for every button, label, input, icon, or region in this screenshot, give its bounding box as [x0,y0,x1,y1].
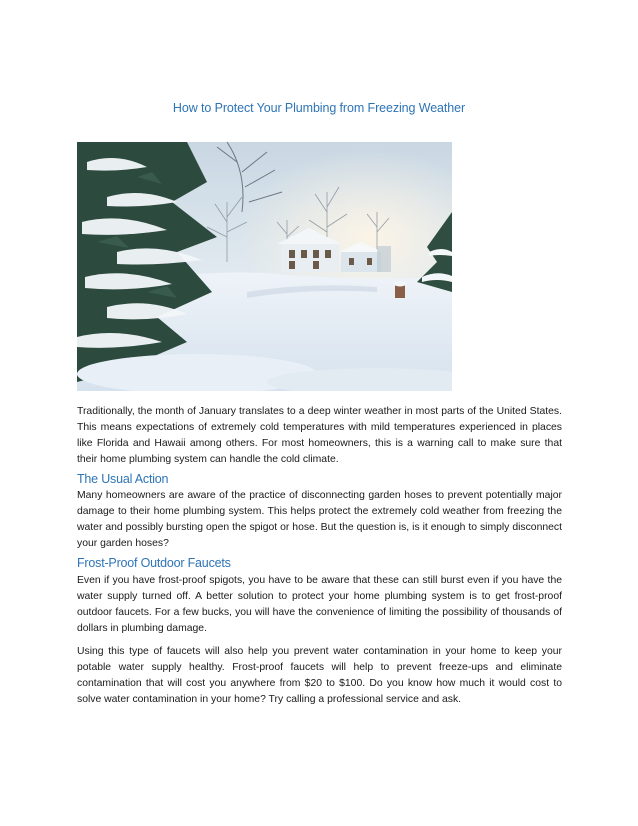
section-heading-frost-proof-faucets: Frost-Proof Outdoor Faucets [77,556,231,570]
intro-paragraph: Traditionally, the month of January translates to a deep winter weather in most parts of the United States. This means expectations of extremely cold temperatures with mild temperatures experienced in places like Florida and Hawaii among others. For most homeowners, this is a warning call to make sure that their home plumbing system can handle the cold climate. [77,406,562,465]
section-paragraph: Using this type of faucets will also help you prevent water contamination in your home to keep your potable water supply healthy. Frost-proof faucets will help to prevent freeze-ups and eliminate contamination that will cost you anywhere from $20 to $100. Do you know how much it would cost to solve water contamination in your home? Try calling a professional service and ask. [77,646,562,705]
page-title: How to Protect Your Plumbing from Freezing Weather [172,101,466,115]
snowy-house-photo [77,142,452,391]
section-heading-usual-action: The Usual Action [77,472,169,486]
section-paragraph: Many homeowners are aware of the practice of disconnecting garden hoses to prevent potentially major damage to their home plumbing system. This helps protect the extremely cold weather from freezing the water and possibly bursting open the spigot or hose. But the question is, is it enough to simply disconnect your garden hoses? [77,490,562,549]
section-paragraph: Even if you have frost-proof spigots, you have to be aware that these can still burst even if you have the water supply turned off. A better solution to protect your home plumbing system is to get frost-proof outdoor faucets. For a few bucks, you will have the convenience of limiting the possibility of thousands of dollars in plumbing damage. [77,575,562,634]
